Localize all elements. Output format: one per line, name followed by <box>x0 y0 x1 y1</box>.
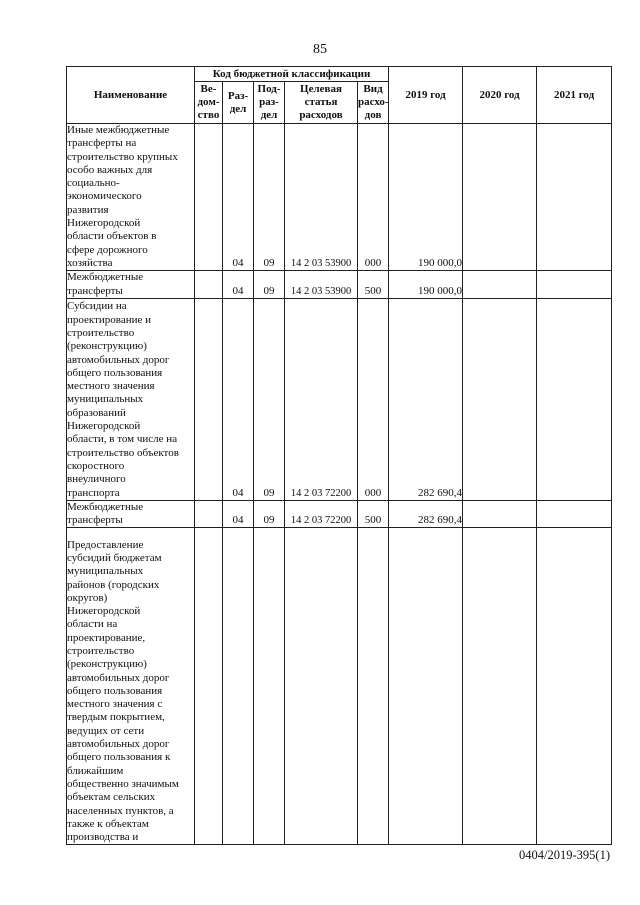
header-budget-classification-code: Код бюджетной классификации <box>195 67 389 82</box>
row-2021 <box>537 500 612 528</box>
row-name: Иные межбюджетные трансферты на строительство крупных особо важных для социально- экономического развития Нижегородской области объектов в сфере дорожного хозяйства <box>67 124 195 271</box>
table-row <box>67 500 612 528</box>
row-name: Субсидии на проектирование и строительство (реконструкцию) автомобильных дорог общего пользования местного значения муниципальных образований Нижегородской области, в том числе на строительство объектов скоростного внеуличного транспорта <box>67 298 195 500</box>
row-2021 <box>537 298 612 500</box>
row-2020 <box>463 298 537 500</box>
row-2021 <box>537 124 612 271</box>
row-celevaya-statya: 14 2 03 53900 <box>285 271 358 299</box>
row-2020 <box>463 528 537 845</box>
row-2019: 190 000,0 <box>389 124 463 271</box>
header-vedomstvo: Ве- дом- ство <box>195 82 223 124</box>
header-podrazdel: Под- раз- дел <box>254 82 285 124</box>
header-celevaya-statya: Целевая статья расходов <box>285 82 358 124</box>
row-podrazdel: 09 <box>254 298 285 500</box>
row-name: Межбюджетные трансферты <box>67 500 195 528</box>
row-vid-raskhodov: 000 <box>358 124 389 271</box>
row-vid-raskhodov <box>358 528 389 845</box>
row-2020 <box>463 500 537 528</box>
row-vedomstvo <box>195 528 223 845</box>
row-2020 <box>463 124 537 271</box>
row-vedomstvo <box>195 271 223 299</box>
row-2019: 282 690,4 <box>389 500 463 528</box>
row-podrazdel: 09 <box>254 500 285 528</box>
row-name: Предоставление субсидий бюджетам муниципальных районов (городских округов) Нижегородской области на проектирование, строительство (реконструкцию) автомобильных дорог общего пользования местного значения с твердым покрытием, ведущих от сети автомобильных дорог общего пользования к ближайшим общественно значимым объектам сельских населенных пунктов, а также к объектам производства и <box>67 528 195 845</box>
row-podrazdel: 09 <box>254 271 285 299</box>
row-name: Межбюджетные трансферты <box>67 271 195 299</box>
row-celevaya-statya <box>285 528 358 845</box>
row-razdel: 04 <box>223 298 254 500</box>
table-body <box>67 124 612 845</box>
row-podrazdel: 09 <box>254 124 285 271</box>
page-number: 85 <box>313 42 327 57</box>
header-vid-raskhodov: Вид расхо- дов <box>358 82 389 124</box>
row-2019: 282 690,4 <box>389 298 463 500</box>
row-celevaya-statya: 14 2 03 53900 <box>285 124 358 271</box>
row-2019: 190 000,0 <box>389 271 463 299</box>
row-2021 <box>537 528 612 845</box>
row-razdel: 04 <box>223 124 254 271</box>
budget-table <box>66 66 612 845</box>
row-razdel: 04 <box>223 271 254 299</box>
header-2020: 2020 год <box>463 67 537 124</box>
row-celevaya-statya: 14 2 03 72200 <box>285 500 358 528</box>
table-row <box>67 124 612 271</box>
row-vid-raskhodov: 000 <box>358 298 389 500</box>
row-2020 <box>463 271 537 299</box>
header-2021: 2021 год <box>537 67 612 124</box>
table-row <box>67 298 612 500</box>
row-razdel <box>223 528 254 845</box>
header-name: Наименование <box>67 67 195 124</box>
row-podrazdel <box>254 528 285 845</box>
header-2019: 2019 год <box>389 67 463 124</box>
header-razdel: Раз- дел <box>223 82 254 124</box>
row-razdel: 04 <box>223 500 254 528</box>
table-row <box>67 271 612 299</box>
row-celevaya-statya: 14 2 03 72200 <box>285 298 358 500</box>
row-vid-raskhodov: 500 <box>358 271 389 299</box>
row-vid-raskhodov: 500 <box>358 500 389 528</box>
row-2021 <box>537 271 612 299</box>
row-vedomstvo <box>195 298 223 500</box>
row-vedomstvo <box>195 500 223 528</box>
row-vedomstvo <box>195 124 223 271</box>
document-code: 0404/2019-395(1) <box>519 848 610 862</box>
table-row <box>67 528 612 845</box>
row-2019 <box>389 528 463 845</box>
